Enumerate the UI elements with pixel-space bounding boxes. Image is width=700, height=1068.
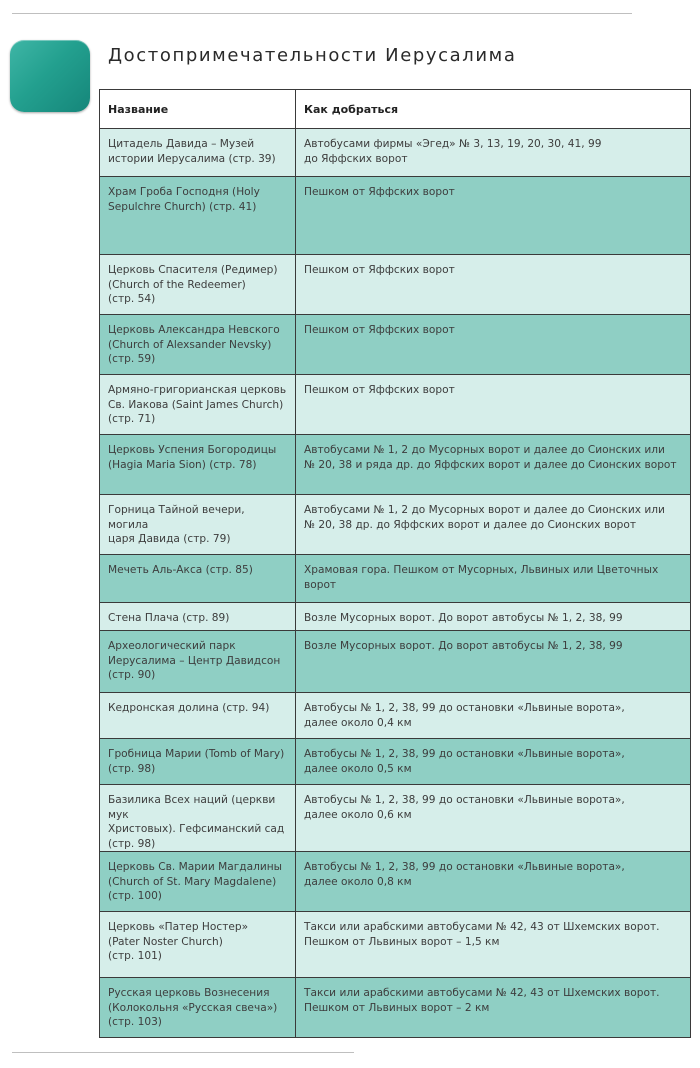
table-row (100, 978, 691, 1038)
attraction-name-cell (100, 375, 296, 435)
table-row (100, 129, 691, 177)
attraction-name-line: истории Иерусалима (стр. 39) (108, 152, 276, 165)
route-line: Автобусы № 1, 2, 38, 99 до остановки «Львиные ворота», (304, 702, 625, 714)
route-line: далее около 0,8 км (304, 875, 412, 888)
attraction-name-cell (100, 435, 296, 495)
route-cell (296, 912, 691, 978)
attraction-name-line: Св. Иакова (Saint James Church) (108, 398, 284, 411)
table-row (100, 375, 691, 435)
page-title: Достопримечательности Иерусалима (108, 45, 517, 66)
attraction-name-line: (стр. 98) (108, 762, 156, 775)
attraction-name-line: Sepulchre Church) (стр. 41) (108, 200, 257, 213)
attraction-name-line: Церковь Успения Богородицы (108, 444, 277, 456)
attraction-name-cell (100, 739, 296, 785)
attraction-name-cell (100, 785, 296, 852)
route-line: далее около 0,4 км (304, 716, 412, 729)
table-row (100, 693, 691, 739)
route-cell (296, 177, 691, 255)
route-line: Пешком от Львиных ворот – 1,5 км (304, 935, 500, 948)
attraction-name-line: (Hagia Maria Sion) (стр. 78) (108, 458, 257, 471)
route-line: Пешком от Яффских ворот (304, 264, 455, 276)
route-line: Пешком от Львиных ворот – 2 км (304, 1001, 490, 1014)
attraction-name-line: Археологический парк (108, 640, 236, 652)
attraction-name-line: Христовых). Гефсиманский сад (108, 823, 285, 835)
attraction-name-cell (100, 693, 296, 739)
route-line: № 20, 38 и ряда др. до Яффских ворот и далее до Сионских ворот (304, 458, 677, 471)
route-line: Такси или арабскими автобусами № 42, 43 от Шхемских ворот. (304, 987, 660, 999)
attraction-name-line: (стр. 100) (108, 890, 162, 902)
attraction-name-line: Церковь Св. Марии Магдалины (108, 861, 283, 873)
attraction-name-line: Церковь Александра Невского (108, 324, 280, 336)
route-cell (296, 255, 691, 315)
route-line: Автобусами № 1, 2 до Мусорных ворот и далее до Сионских или (304, 444, 665, 456)
route-cell (296, 631, 691, 693)
attraction-name-cell (100, 129, 296, 177)
column-header-route: Как добраться (296, 90, 691, 129)
route-cell (296, 129, 691, 177)
attraction-name-cell (100, 912, 296, 978)
attraction-name-cell (100, 978, 296, 1038)
attraction-name-cell (100, 315, 296, 375)
top-divider (12, 13, 632, 14)
attraction-name-line: Гробница Марии (Tomb of Mary) (108, 748, 285, 760)
attraction-name-line: Иерусалима – Центр Давидсон (108, 654, 281, 667)
attraction-name-line: (Колокольня «Русская свеча») (108, 1001, 278, 1014)
table-row (100, 631, 691, 693)
attractions-table (99, 89, 691, 1038)
route-line: Автобусы № 1, 2, 38, 99 до остановки «Львиные ворота», (304, 861, 625, 873)
table-row (100, 603, 691, 631)
attraction-name-line: Кедронская долина (стр. 94) (108, 702, 270, 714)
bottom-divider (12, 1052, 354, 1053)
table-row (100, 739, 691, 785)
attraction-name-line: (Church of Alexsander Nevsky) (108, 338, 272, 351)
route-line: Возле Мусорных ворот. До ворот автобусы № 1, 2, 38, 99 (304, 640, 623, 652)
route-line: Автобусами фирмы «Эгед» № 3, 13, 19, 20, 30, 41, 99 (304, 138, 602, 150)
route-cell (296, 739, 691, 785)
route-line: № 20, 38 др. до Яффских ворот и далее до Сионских ворот (304, 518, 637, 531)
attraction-name-line: (Church of the Redeemer) (108, 278, 246, 291)
attraction-name-line: Церковь Спасителя (Редимер) (108, 264, 278, 276)
table-row (100, 177, 691, 255)
attraction-name-line: (стр. 59) (108, 353, 156, 365)
column-header-name: Название (100, 90, 296, 129)
route-line: далее около 0,5 км (304, 762, 412, 775)
attraction-name-line: Церковь «Патер Ностер» (108, 921, 249, 933)
route-cell (296, 693, 691, 739)
attraction-name-cell (100, 255, 296, 315)
table-row (100, 555, 691, 603)
attraction-name-line: царя Давида (стр. 79) (108, 533, 231, 545)
attraction-name-cell (100, 495, 296, 555)
table-header-row (100, 90, 691, 129)
route-line: Пешком от Яффских ворот (304, 324, 455, 336)
attraction-name-line: Базилика Всех наций (церкви мук (108, 794, 276, 821)
attraction-name-line: Армяно-григорианская церковь (108, 384, 287, 396)
section-tab-marker (10, 40, 90, 112)
route-line: Такси или арабскими автобусами № 42, 43 от Шхемских ворот. (304, 921, 660, 933)
attraction-name-line: (стр. 90) (108, 669, 156, 681)
attraction-name-line: (стр. 103) (108, 1016, 162, 1028)
attraction-name-line: Храм Гроба Господня (Holy (108, 186, 260, 198)
table-row (100, 785, 691, 852)
attraction-name-line: Русская церковь Вознесения (108, 987, 270, 999)
table-row (100, 435, 691, 495)
attraction-name-line: (стр. 71) (108, 413, 156, 425)
attraction-name-cell (100, 177, 296, 255)
attraction-name-line: (стр. 54) (108, 293, 156, 305)
attraction-name-line: (стр. 98) (108, 837, 156, 850)
attraction-name-cell (100, 852, 296, 912)
route-cell (296, 435, 691, 495)
route-line: до Яффских ворот (304, 152, 408, 165)
attraction-name-line: Цитадель Давида – Музей (108, 138, 255, 150)
route-line: Храмовая гора. Пешком от Мусорных, Львиных или Цветочных ворот (304, 564, 659, 591)
route-line: Автобусы № 1, 2, 38, 99 до остановки «Львиные ворота», (304, 794, 625, 806)
route-line: Пешком от Яффских ворот (304, 186, 455, 198)
table-row (100, 315, 691, 375)
route-cell (296, 495, 691, 555)
route-line: Пешком от Яффских ворот (304, 384, 455, 396)
route-cell (296, 375, 691, 435)
attraction-name-cell (100, 555, 296, 603)
route-line: Возле Мусорных ворот. До ворот автобусы № 1, 2, 38, 99 (304, 612, 623, 624)
attraction-name-line: Мечеть Аль-Акса (стр. 85) (108, 564, 253, 576)
attraction-name-line: (Church of St. Mary Magdalene) (108, 875, 277, 888)
table-row (100, 495, 691, 555)
route-cell (296, 852, 691, 912)
attraction-name-line: Горница Тайной вечери, могила (108, 504, 245, 531)
attraction-name-line: (Pater Noster Church) (108, 935, 223, 948)
attraction-name-line: (стр. 101) (108, 950, 162, 962)
route-cell (296, 555, 691, 603)
attraction-name-line: Стена Плача (стр. 89) (108, 612, 230, 624)
table-row (100, 912, 691, 978)
table-row (100, 255, 691, 315)
route-line: далее около 0,6 км (304, 808, 412, 821)
route-cell (296, 785, 691, 852)
table-body (100, 129, 691, 1038)
route-cell (296, 315, 691, 375)
attraction-name-cell (100, 631, 296, 693)
route-line: Автобусы № 1, 2, 38, 99 до остановки «Львиные ворота», (304, 748, 625, 760)
route-line: Автобусами № 1, 2 до Мусорных ворот и далее до Сионских или (304, 504, 665, 516)
route-cell (296, 978, 691, 1038)
route-cell (296, 603, 691, 631)
table-row (100, 852, 691, 912)
attraction-name-cell (100, 603, 296, 631)
